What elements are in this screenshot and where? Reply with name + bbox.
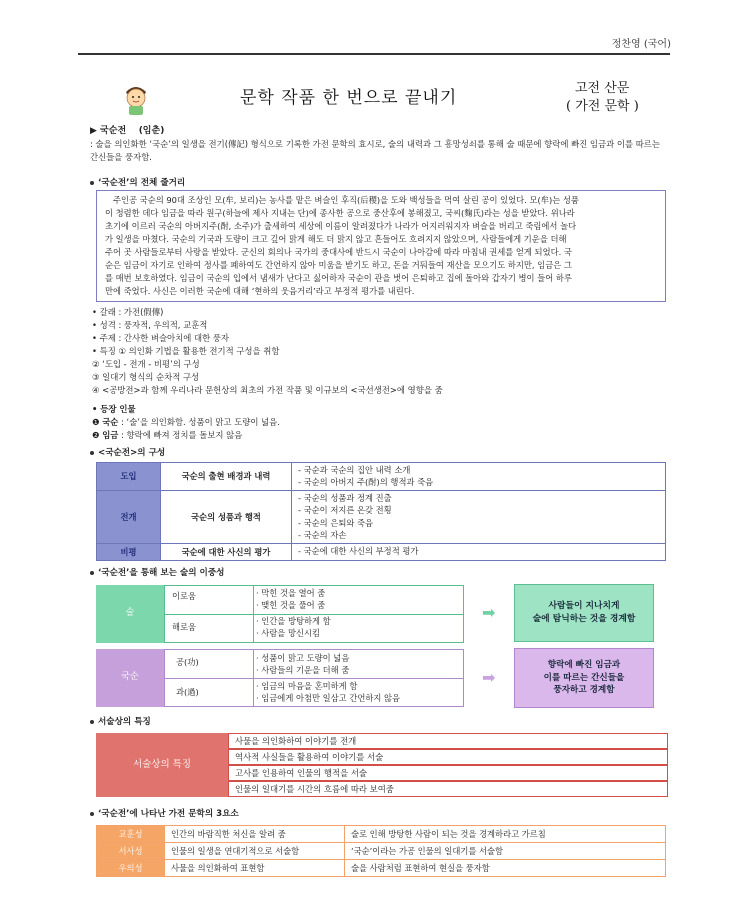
character-desc: : ‘술’을 의인화함. 성품이 맑고 도량이 넓음.: [121, 417, 280, 428]
sul-label: 술: [96, 585, 164, 643]
plot-line: 주인공 국순의 90대 조상인 모(牟, 보리)는 농사를 맡은 벼슬인 후직(后稷)을 도와 백성들을 먹여 살린 공이 있었다. 모(牟)는 성품: [113, 195, 579, 205]
sul-row-name: 이로움: [172, 591, 197, 601]
element-label: 교훈성: [97, 826, 165, 843]
plot-line: 순은 임금이 자기로 인하여 정사를 폐하여도 간언하지 않아 미움을 받기도 하고, 돈을 거둬들여 재산을 모으기도 하지만, 임금은 그: [105, 259, 572, 270]
structure-section: [90, 447, 665, 459]
character-item: [92, 429, 667, 442]
guksun-row-items: [256, 652, 349, 676]
structure-item: - 국순에 대한 사신의 부정적 평가: [298, 546, 419, 557]
elements-section: [90, 808, 665, 820]
characters-section: [92, 403, 667, 442]
work-summary-text: : 술을 의인화한 ‘국순’의 일생을 전기(傳記) 형식으로 기록한 가전 문학의 효시로, 술의 내력과 그 흥망성쇠를 통해 술 때문에 향락에 빠진 임금과 이를 따르는 간신들을 풍자함.: [90, 139, 660, 163]
structure-label: 비평: [97, 543, 161, 560]
structure-label: 전개: [97, 490, 161, 543]
feature-item: ④ <공방전>과 함께 우리나라 문헌상의 최초의 가전 작품 및 이규보의 <국선생전>에 영향을 줌: [92, 385, 443, 396]
feature-item: ② ‘도입 - 전개 - 비평’의 구성: [92, 359, 200, 370]
elements-table: [96, 825, 666, 877]
structure-item: - 국순과 국순의 집안 내력 소개: [298, 465, 411, 475]
page-title: 문학 작품 한 번으로 끝내기: [240, 88, 458, 108]
guksun-item: · 임금에게 아첨만 일삼고 간언하지 않음: [256, 693, 401, 704]
plot-line: 초기에 이르러 국순의 아버지주(酎, 소주)가 출세하여 세상에 이름이 알려졌다가 나라가 어지러워지자 벼슬을 버리고 죽림에서 놀다: [105, 220, 577, 231]
element-label: 우의성: [97, 860, 165, 877]
narrative-row: 고사를 인용하여 인물의 행적을 서술: [228, 765, 668, 781]
element-label: 서사성: [97, 843, 165, 860]
feature-item: • 주제 : 간사한 벼슬아치에 대한 풍자: [92, 333, 229, 344]
plot-line: 주어 곳 사람들로부터 사랑을 받았다. 군신의 회의나 국가의 중대사에 반드시 국순이 나아감에 따라 마침내 권세를 얻게 되었다. 국: [105, 246, 572, 257]
subgenre-label: ( 가전 문학 ): [566, 99, 639, 114]
plot-heading: ‘국순전’의 전체 줄거리: [98, 178, 186, 188]
features-list: [92, 306, 667, 397]
elements-heading: ‘국순전’에 나타난 가전 문학의 3요소: [98, 809, 239, 819]
narrative-row: 사물을 의인화하여 이야기를 전개: [228, 733, 668, 749]
element-specific: 술로 인해 방탕한 사람이 되는 것을 경계하라고 가르침: [345, 826, 666, 843]
sul-result-line: 술에 탐닉하는 것을 경계함: [532, 614, 636, 624]
arrow-right-icon: ➡: [482, 668, 496, 687]
plot-line: 만에 죽었다. 사신은 이러한 국순에 대해 ‘현하의 웃음거리’라고 부정적 평가를 내린다.: [105, 285, 415, 296]
arrow-right-icon: ➡: [482, 603, 496, 622]
structure-item: - 국순이 저지른 온갖 전횡: [298, 505, 392, 516]
structure-item: - 국순의 은퇴와 죽음: [298, 517, 374, 528]
structure-desc: [292, 490, 666, 543]
guksun-item: · 사람들의 기운을 더해 줌: [256, 665, 350, 676]
structure-title: 국순에 대한 사신의 평가: [161, 543, 292, 560]
sul-item: · 사람을 망신시킴: [256, 628, 321, 639]
student-avatar-icon: [118, 82, 154, 116]
plot-line: 가 일생을 마쳤다. 국순의 기국과 도량이 크고 깊어 맑게 해도 더 맑지 않고 흔들어도 흐려지지 않았으며, 사람들에게 기운을 더해: [105, 233, 567, 244]
guksun-result-line: 이를 따르는 간신들을: [543, 672, 625, 683]
characters-heading: • 등장 인물: [92, 404, 136, 414]
sul-row-items: [256, 587, 325, 611]
sul-item: · 막힌 것을 열어 줌: [256, 588, 326, 598]
narrative-row: 역사적 사실들을 활용하여 이야기를 서술: [228, 749, 668, 765]
feature-item: • 갈래 : 가전(假傳): [92, 307, 164, 317]
structure-table: [96, 462, 666, 561]
duality-heading: ‘국순전’을 통해 보는 술의 이중성: [98, 568, 225, 578]
element-general: 사물을 의인화하여 표현함: [165, 860, 345, 877]
sul-result: [514, 584, 654, 642]
genre-label: 고전 산문: [575, 81, 630, 96]
structure-item: - 국순의 자손: [298, 530, 347, 541]
guksun-result-line: 풍자하고 경계함: [553, 685, 615, 696]
narrative-section: [90, 716, 665, 728]
element-specific: 술을 사람처럼 표현하여 현실을 풍자함: [345, 860, 666, 877]
element-general: 인물의 일생을 연대기적으로 서술함: [165, 843, 345, 860]
structure-item: - 국순의 아버지 주(酎)의 행적과 죽음: [298, 477, 434, 488]
feature-item: • 성격 : 풍자적, 우의적, 교훈적: [92, 320, 208, 331]
plot-box: [96, 190, 666, 302]
duality-section: [90, 567, 665, 579]
structure-desc: [292, 463, 666, 491]
structure-title: 국순의 성품과 행적: [161, 490, 292, 543]
character-desc: : 향락에 빠져 정치를 돌보지 않음: [121, 430, 243, 441]
structure-heading: <국순전>의 구성: [98, 448, 166, 458]
guksun-item: · 임금의 마음을 혼미하게 함: [256, 681, 358, 691]
feature-item: ③ 일대기 형식의 순차적 구성: [92, 372, 200, 383]
sul-result-line: 사람들이 지나치게: [548, 600, 620, 611]
marker-icon: ❷: [92, 430, 100, 441]
plot-line: 이 청렴한 데다 임금을 따라 원구(하늘에 제사 지내는 단)에 종사한 공으로 중산후에 봉해졌고, 국씨(麴氏)라는 성을 받았다. 위나라: [105, 207, 575, 218]
plot-section: [90, 177, 665, 189]
character-item: [92, 416, 667, 429]
guksun-result: [514, 648, 654, 708]
narrative-heading: 서술상의 특징: [98, 717, 151, 727]
guksun-row-name: 과(過): [176, 687, 199, 697]
work-author: (임춘): [138, 126, 165, 136]
element-specific: ‘국순’이라는 가공 인물의 일대기를 서술함: [345, 843, 666, 860]
guksun-label: 국순: [96, 649, 164, 707]
author-label: 정찬영 (국어): [611, 39, 671, 50]
sul-row-items: [256, 615, 331, 639]
feature-item: • 특징 ① 의인화 기법을 활용한 전기적 구성을 취함: [92, 346, 280, 357]
plot-line: 를 매번 보호하였다. 임금이 국순의 입에서 냄새가 난다고 싫어하자 국순이 관을 벗어 은퇴하고 집에 돌아와 갑자기 병이 들어 하루: [105, 272, 572, 283]
guksun-result-line: 향락에 빠진 임금과: [547, 659, 621, 670]
structure-label: 도입: [97, 463, 161, 491]
sul-item: · 인간을 방탕하게 함: [256, 616, 331, 626]
guksun-row-items: [256, 680, 400, 704]
guksun-item: · 성품이 맑고 도량이 넓음: [256, 653, 350, 663]
character-name: 임금: [102, 430, 119, 441]
header-rule: [78, 53, 670, 55]
sul-item: · 맺힌 것을 풀어 줌: [256, 600, 326, 611]
structure-title: 국순의 출현 배경과 내력: [161, 463, 292, 491]
narrative-row: 인물의 일대기를 시간의 흐름에 따라 보여줌: [228, 781, 668, 797]
element-general: 인간의 바람직한 처신을 알려 줌: [165, 826, 345, 843]
structure-item: - 국순의 성품과 정계 진출: [298, 492, 392, 503]
sul-row-name: 해로움: [172, 622, 197, 632]
narrative-label: 서술상의 특징: [96, 733, 228, 797]
structure-desc: [292, 543, 666, 560]
guksun-row-name: 공(功): [176, 657, 199, 667]
marker-icon: ❶: [92, 417, 100, 428]
work-summary: [90, 125, 665, 164]
character-name: 국순: [102, 417, 119, 428]
work-heading: ▶ 국순전: [90, 126, 127, 136]
